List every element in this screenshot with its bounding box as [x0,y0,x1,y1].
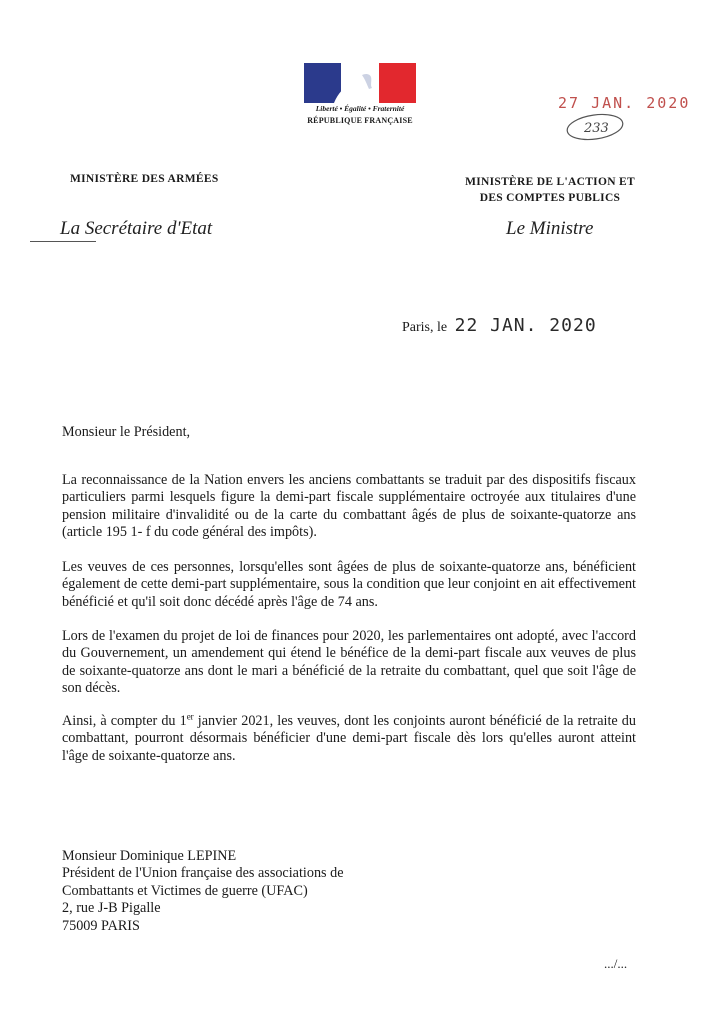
ministry-action-comptes-publics [448,174,652,206]
recipient-address [62,848,344,935]
address-line-1: Monsieur Dominique LEPINE [62,848,237,864]
republic-motto: Liberté • Égalité • Fraternité [315,104,405,113]
secretary-signature-title: La Secrétaire d'Etat [60,218,213,239]
paragraph-3: Lors de l'examen du projet de loi de finances pour 2020, les parlementaires ont adopté, avec l'accord du Gouvernement, un amendement qui étend le bénéfice de la demi-part fiscale aux veuves de plus de soixante-quatorze ans dont le mari a bénéficié de la retraite du combattant, quel que soit l'âge de son décès. [62,628,636,697]
minister-signature-title: Le Ministre [506,218,594,239]
paragraph-2: Les veuves de ces personnes, lorsqu'elles sont âgées de plus de soixante-quatorze ans, bénéficient également de cette demi-part supplémentaire, sous la condition que leur conjoint en ait effectivement bénéficié et qu'il soit donc décédé après l'âge de 74 ans. [62,559,636,610]
received-stamp-date: 27 JAN. 2020 [558,94,691,112]
stamp-number-text: 233 [584,121,609,136]
handwritten-circle-icon [562,110,628,142]
dateline [402,315,597,336]
salutation: Monsieur le Président, [62,424,191,440]
address-line-5: 75009 PARIS [62,917,140,934]
address-line-4: 2, rue J-B Pigalle [62,900,161,917]
received-stamp-number [562,110,628,142]
marianne-flag-icon [304,63,416,103]
paragraph-4-start: Ainsi, à compter du 1 [62,713,187,729]
paragraph-4-end: janvier 2021, les veuves, dont les conjoints auront bénéficié de la retraite du combattant, pourront désormais bénéficier d'une demi-part fiscale dès lors qu'elles auront atteint l'âge de soixante-quatorze ans. [62,713,636,764]
ordinal-superscript: er [186,711,194,722]
ministry-armees: MINISTÈRE DES ARMÉES [70,173,219,185]
dateline-prefix: Paris, le [402,320,448,335]
address-line-3: Combattants et Victimes de guerre (UFAC) [62,882,308,899]
paragraph-4 [62,713,636,765]
ministry-right-line2: DES COMPTES PUBLICS [479,192,621,204]
dateline-stamp: 22 JAN. 2020 [454,315,597,336]
continuation-mark: .../... [604,956,628,971]
republique-francaise-label: RÉPUBLIQUE FRANÇAISE [307,116,413,125]
signature-divider [30,241,96,242]
paragraph-1: La reconnaissance de la Nation envers les anciens combattants se traduit par des dispositifs fiscaux particuliers parmi lesquels figure la demi-part fiscale supplémentaire octroyée aux titulaires d'une pension militaire d'invalidité ou de la carte du combattant âgés de plus de soixante-quatorze ans (article 195 1- f du code général des impôts). [62,472,636,541]
ministry-right-line1: MINISTÈRE DE L'ACTION ET [465,176,635,188]
address-line-2: Président de l'Union française des associations de [62,865,344,882]
